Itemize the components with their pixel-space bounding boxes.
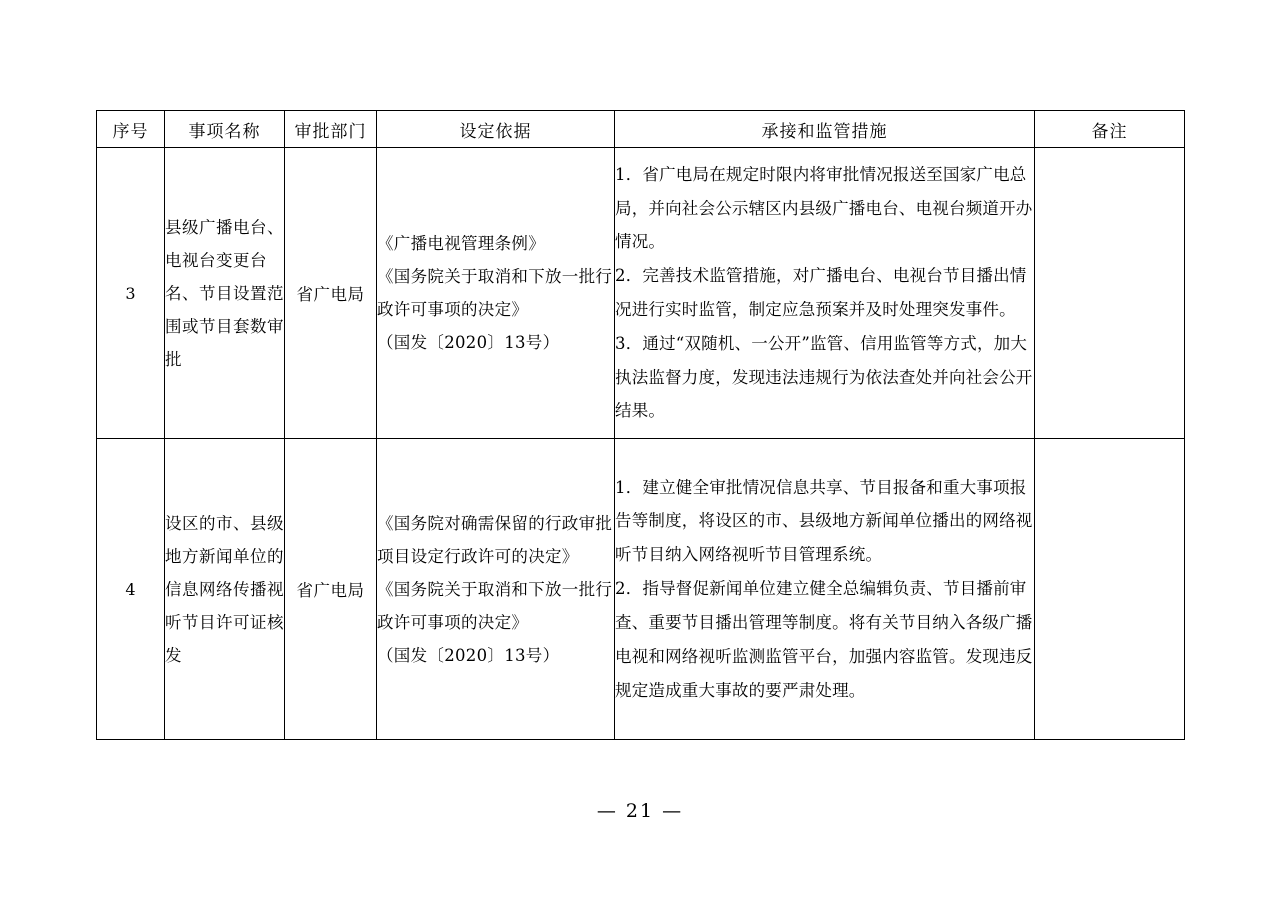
page-number: — 21 — — [596, 800, 684, 822]
row-supervision-measures — [615, 148, 1035, 439]
row-note — [1035, 439, 1185, 740]
legal-basis-line: 《国务院关于取消和下放一批行政许可事项的决定》 — [377, 579, 613, 632]
row-legal-basis — [377, 439, 615, 740]
measure-item: 2．指导督促新闻单位建立健全总编辑负责、节目播前审查、重要节目播出管理等制度。将有关节目纳入各级广播电视和网络视听监测监管平台，加强内容监管。发现违反规定造成重大事故的要严肃处理。 — [615, 579, 1033, 700]
measure-item: 3．通过“双随机、一公开”监管、信用监管等方式，加大执法监督力度，发现违法违规行为依法查处并向社会公开结果。 — [615, 333, 1033, 421]
row-legal-basis — [377, 148, 615, 439]
table-header-row — [97, 111, 1185, 148]
legal-basis-line: 《国务院关于取消和下放一批行政许可事项的决定》 — [377, 267, 613, 319]
measure-item: 1．省广电局在规定时限内将审批情况报送至国家广电总局，并向社会公示辖区内县级广播电台、电视台频道开办情况。 — [615, 164, 1033, 252]
column-header-basis: 设定依据 — [377, 111, 615, 148]
row-item-name: 设区的市、县级地方新闻单位的信息网络传播视听节目许可证核发 — [165, 439, 285, 740]
column-header-seq: 序号 — [97, 111, 165, 148]
row-sequence-number: 4 — [97, 439, 165, 740]
column-header-measures: 承接和监管措施 — [615, 111, 1035, 148]
table-row — [97, 148, 1185, 439]
row-approval-department: 省广电局 — [285, 148, 377, 439]
measure-item: 2．完善技术监管措施，对广播电台、电视台节目播出情况进行实时监管，制定应急预案并及时处理突发事件。 — [615, 266, 1027, 319]
column-header-name: 事项名称 — [165, 111, 285, 148]
row-approval-department: 省广电局 — [285, 439, 377, 740]
legal-basis-line: （国发〔2020〕13号） — [377, 333, 560, 352]
measure-item: 1．建立健全审批情况信息共享、节目报备和重大事项报告等制度，将设区的市、县级地方新闻单位播出的网络视听节目纳入网络视听节目管理系统。 — [615, 477, 1033, 565]
legal-basis-line: 《广播电视管理条例》 — [377, 234, 545, 253]
row-sequence-number: 3 — [97, 148, 165, 439]
row-supervision-measures — [615, 439, 1035, 740]
approval-items-table — [96, 110, 1185, 740]
column-header-dept: 审批部门 — [285, 111, 377, 148]
legal-basis-line: 《国务院对确需保留的行政审批项目设定行政许可的决定》 — [377, 513, 613, 566]
row-note — [1035, 148, 1185, 439]
column-header-note: 备注 — [1035, 111, 1185, 148]
row-item-name: 县级广播电台、电视台变更台名、节目设置范围或节目套数审批 — [165, 148, 285, 439]
legal-basis-line: （国发〔2020〕13号） — [377, 645, 560, 665]
table-row — [97, 439, 1185, 740]
